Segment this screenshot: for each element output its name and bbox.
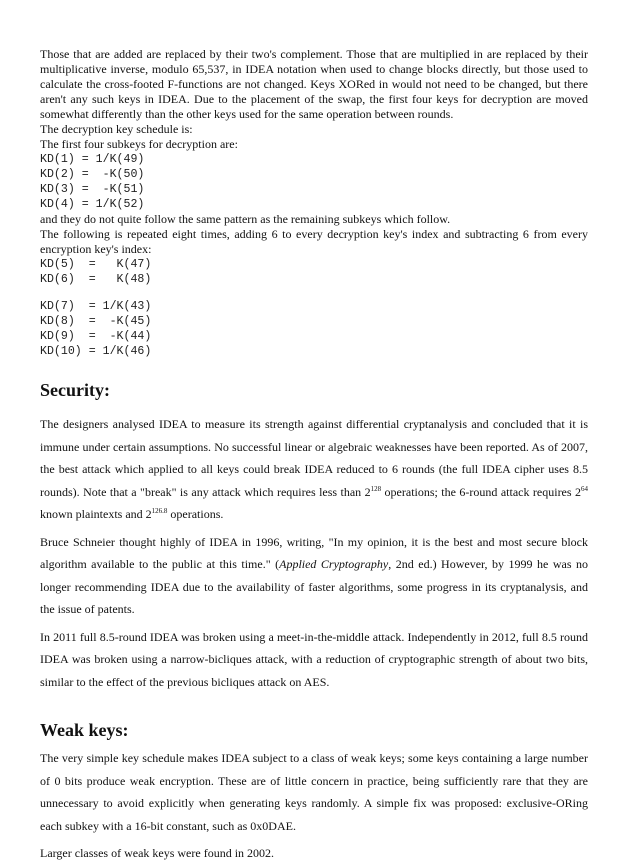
code-line: KD(7) = 1/K(43) (40, 300, 152, 313)
security-paragraph-3: In 2011 full 8.5-round IDEA was broken using a meet-in-the-middle attack. Independently in 2012, full 8.5 round IDEA was broken using a narrow-bicliques attack, with a reduction of cryptographic strength of about two bits, similar to the effect of the previous bicliques attack on AES. (40, 629, 588, 689)
code-line: KD(1) = 1/K(49) (40, 153, 145, 166)
security-paragraph-1: The designers analysed IDEA to measure its strength against differential cryptanalysis and concluded that it is immune under certain assumptions. No successful linear or algebraic weaknesses have been reported. As of 2007, the best attack which applied to all keys could break IDEA reduced to 6 rounds (the full IDEA cipher uses 8.5 rounds). Note that a "break" is any attack which requires less than $2^{128}$ operations; the 6-round attack requires $2^{64}$ known plaintexts and $2^{126.8}$ operations. (40, 417, 588, 521)
code-line: KD(8) = -K(45) (40, 315, 152, 328)
code-line: KD(3) = -K(51) (40, 183, 145, 196)
first-subkeys-label: The first four subkeys for decryption are: (40, 137, 238, 151)
repeat-note: The following is repeated eight times, adding 6 to every decryption key's index and subtracting 6 from every encryption key's index: (40, 227, 588, 256)
code-block-repeated-subkeys (40, 257, 588, 359)
code-line: KD(5) = K(47) (40, 258, 152, 271)
code-line: KD(9) = -K(44) (40, 330, 152, 343)
intro-paragraph: Those that are added are replaced by their two's complement. Those that are multiplied in are replaced by their multiplicative inverse, modulo 65,537, in IDEA notation when used to change blocks directly, but those used to calculate the cross-footed F-functions are not changed. Keys XORed in would not need to be changed, but there aren't any such keys in IDEA. Due to the placement of the swap, the first four keys for decryption are moved somewhat differently than the other keys used for the same operation between rounds. (40, 47, 588, 121)
code-line: KD(10) = 1/K(46) (40, 345, 152, 358)
code-block-first-subkeys (40, 152, 588, 212)
security-paragraph-2: Bruce Schneier thought highly of IDEA in 1996, writing, "In my opinion, it is the best and most secure block algorithm available to the public at this time." (Applied Cryptography, 2nd ed.) However, by 1999 he was no longer recommending IDEA due to the availability of faster algorithms, some progress in its cryptanalysis, and the issue of patents. (40, 534, 589, 616)
code-line: KD(6) = K(48) (40, 273, 152, 286)
code-line: KD(2) = -K(50) (40, 168, 145, 181)
weak-keys-paragraph-1: The very simple key schedule makes IDEA subject to a class of weak keys; some keys containing a large number of 0 bits produce weak encryption. These are of little concern in practice, being sufficiently rare that they are unnecessary to avoid explicitly when generating keys randomly. A simple fix was proposed: exclusive-ORing each subkey with a 16-bit constant, such as 0x0DAE. (40, 751, 588, 833)
pattern-note: and they do not quite follow the same pattern as the remaining subkeys which follow. (40, 212, 451, 226)
key-schedule-label: The decryption key schedule is: (40, 122, 193, 136)
code-line: KD(4) = 1/K(52) (40, 198, 145, 211)
document-page (40, 47, 588, 865)
security-heading: Security: (40, 380, 110, 400)
weak-keys-heading: Weak keys: (40, 720, 129, 740)
weak-keys-paragraph-2: Larger classes of weak keys were found in 2002. (40, 846, 275, 860)
